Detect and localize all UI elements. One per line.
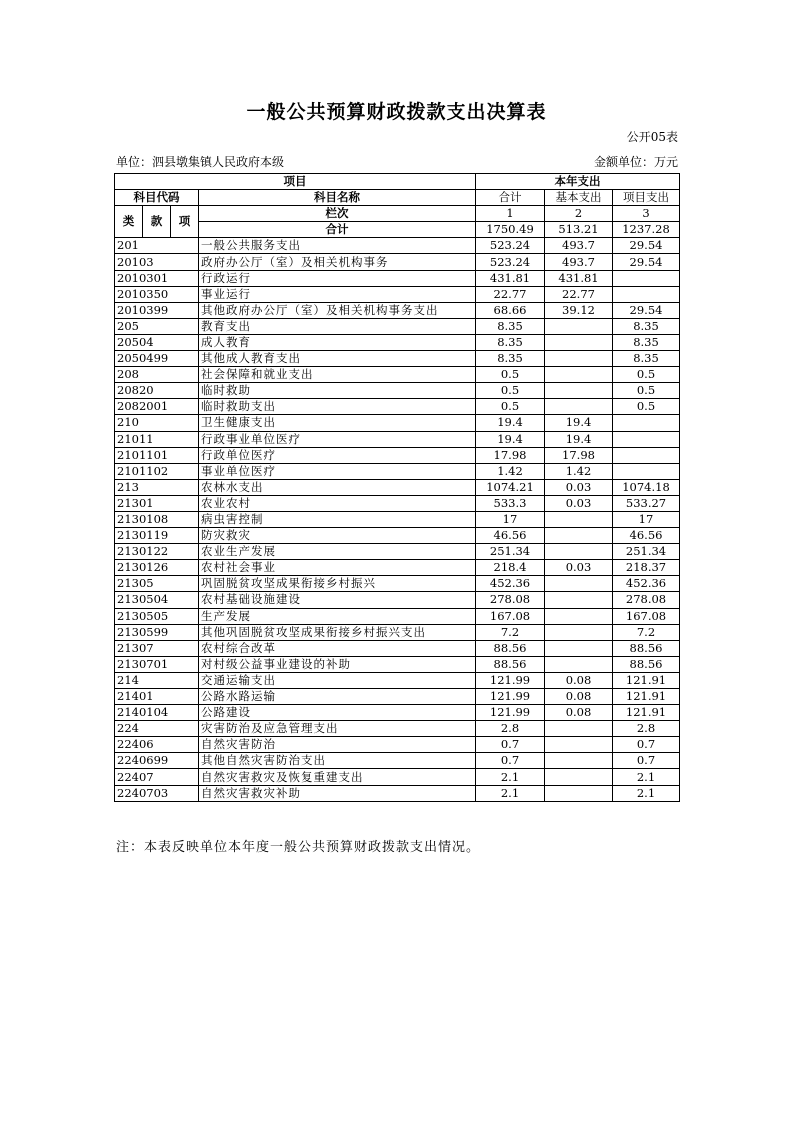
row-code: 2130126	[115, 560, 199, 576]
row-code: 2010350	[115, 286, 199, 302]
row-name: 灾害防治及应急管理支出	[199, 721, 476, 737]
row-basic: 0.03	[545, 479, 613, 495]
table-row	[115, 672, 680, 688]
table-row	[115, 689, 680, 705]
row-basic	[545, 334, 613, 350]
row-basic: 1.42	[545, 463, 613, 479]
row-project: 0.7	[613, 753, 680, 769]
row-project	[613, 286, 680, 302]
row-project: 88.56	[613, 640, 680, 656]
row-code: 22406	[115, 737, 199, 753]
row-code: 2130108	[115, 511, 199, 527]
row-project: 29.54	[613, 254, 680, 270]
header-project: 项目	[115, 174, 476, 190]
row-total: 278.08	[476, 592, 545, 608]
row-basic: 493.7	[545, 254, 613, 270]
row-name: 卫生健康支出	[199, 415, 476, 431]
row-name: 农村社会事业	[199, 560, 476, 576]
table-row	[115, 351, 680, 367]
row-basic	[545, 528, 613, 544]
row-name: 农业农村	[199, 495, 476, 511]
row-code: 208	[115, 367, 199, 383]
row-total: 1.42	[476, 463, 545, 479]
header-col2: 2	[545, 206, 613, 222]
table-row	[115, 270, 680, 286]
table-row	[115, 367, 680, 383]
row-total: 7.2	[476, 624, 545, 640]
row-basic	[545, 640, 613, 656]
row-basic	[545, 318, 613, 334]
row-name: 生产发展	[199, 608, 476, 624]
row-name: 公路建设	[199, 705, 476, 721]
row-basic	[545, 785, 613, 801]
table-row	[115, 544, 680, 560]
row-name: 成人教育	[199, 334, 476, 350]
table-row	[115, 463, 680, 479]
row-project: 2.1	[613, 785, 680, 801]
row-basic: 19.4	[545, 415, 613, 431]
row-total: 19.4	[476, 415, 545, 431]
row-name: 对村级公益事业建设的补助	[199, 656, 476, 672]
row-project: 2.1	[613, 769, 680, 785]
row-total: 431.81	[476, 270, 545, 286]
header-row-1	[115, 174, 680, 190]
row-code: 2101102	[115, 463, 199, 479]
row-name: 公路水路运输	[199, 689, 476, 705]
sum-project: 1237.28	[613, 222, 680, 238]
row-basic: 493.7	[545, 238, 613, 254]
table-row	[115, 737, 680, 753]
table-row	[115, 495, 680, 511]
row-total: 8.35	[476, 318, 545, 334]
row-code: 2130504	[115, 592, 199, 608]
row-total: 251.34	[476, 544, 545, 560]
table-body	[115, 174, 680, 802]
row-basic	[545, 624, 613, 640]
table-row	[115, 608, 680, 624]
table-row	[115, 576, 680, 592]
row-code: 21305	[115, 576, 199, 592]
row-project: 0.7	[613, 737, 680, 753]
row-code: 20504	[115, 334, 199, 350]
sum-total: 1750.49	[476, 222, 545, 238]
row-name: 其他成人教育支出	[199, 351, 476, 367]
unit-label: 单位：泗县墩集镇人民政府本级	[116, 155, 285, 169]
row-name: 临时救助支出	[199, 399, 476, 415]
row-code: 2130122	[115, 544, 199, 560]
row-name: 其他巩固脱贫攻坚成果衔接乡村振兴支出	[199, 624, 476, 640]
row-name: 巩固脱贫攻坚成果衔接乡村振兴	[199, 576, 476, 592]
row-total: 88.56	[476, 640, 545, 656]
row-project: 0.5	[613, 399, 680, 415]
table-row	[115, 785, 680, 801]
row-name: 事业单位医疗	[199, 463, 476, 479]
row-project: 0.5	[613, 367, 680, 383]
row-total: 0.5	[476, 367, 545, 383]
table-row	[115, 753, 680, 769]
row-name: 社会保障和就业支出	[199, 367, 476, 383]
row-total: 2.1	[476, 769, 545, 785]
row-total: 17	[476, 511, 545, 527]
table-row	[115, 399, 680, 415]
row-project	[613, 431, 680, 447]
row-total: 2.8	[476, 721, 545, 737]
row-project: 8.35	[613, 351, 680, 367]
table-row	[115, 592, 680, 608]
header-current-year: 本年支出	[476, 174, 680, 190]
row-name: 其他政府办公厅（室）及相关机构事务支出	[199, 302, 476, 318]
row-basic: 19.4	[545, 431, 613, 447]
row-basic	[545, 656, 613, 672]
row-basic	[545, 544, 613, 560]
row-total: 0.5	[476, 399, 545, 415]
row-name: 农林水支出	[199, 479, 476, 495]
row-project: 8.35	[613, 318, 680, 334]
table-row	[115, 447, 680, 463]
row-project: 2.8	[613, 721, 680, 737]
row-project: 167.08	[613, 608, 680, 624]
sum-row	[115, 222, 680, 238]
row-basic	[545, 737, 613, 753]
row-name: 交通运输支出	[199, 672, 476, 688]
row-name: 自然灾害防治	[199, 737, 476, 753]
table-row	[115, 238, 680, 254]
row-code: 22407	[115, 769, 199, 785]
table-row	[115, 560, 680, 576]
table-row	[115, 511, 680, 527]
row-basic: 17.98	[545, 447, 613, 463]
row-project: 7.2	[613, 624, 680, 640]
row-total: 167.08	[476, 608, 545, 624]
money-unit-label: 金额单位：万元	[593, 155, 678, 169]
row-code: 2130599	[115, 624, 199, 640]
page-title: 一般公共预算财政拨款支出决算表	[246, 101, 547, 123]
row-total: 0.5	[476, 383, 545, 399]
table-row	[115, 431, 680, 447]
row-total: 2.1	[476, 785, 545, 801]
row-project: 29.54	[613, 238, 680, 254]
row-basic: 22.77	[545, 286, 613, 302]
row-code: 20103	[115, 254, 199, 270]
row-project: 218.37	[613, 560, 680, 576]
row-code: 201	[115, 238, 199, 254]
row-total: 17.98	[476, 447, 545, 463]
row-total: 68.66	[476, 302, 545, 318]
row-name: 其他自然灾害防治支出	[199, 753, 476, 769]
row-code: 2101101	[115, 447, 199, 463]
row-name: 一般公共服务支出	[199, 238, 476, 254]
row-basic	[545, 511, 613, 527]
row-name: 防灾救灾	[199, 528, 476, 544]
row-basic	[545, 399, 613, 415]
header-column-no: 栏次	[199, 206, 476, 222]
row-basic	[545, 383, 613, 399]
row-code: 2240703	[115, 785, 199, 801]
row-code: 210	[115, 415, 199, 431]
row-basic	[545, 592, 613, 608]
row-project: 1074.18	[613, 479, 680, 495]
row-total: 533.3	[476, 495, 545, 511]
row-basic: 431.81	[545, 270, 613, 286]
sum-basic: 513.21	[545, 222, 613, 238]
row-code: 224	[115, 721, 199, 737]
row-code: 2240699	[115, 753, 199, 769]
row-name: 行政单位医疗	[199, 447, 476, 463]
row-code: 214	[115, 672, 199, 688]
header-col3: 3	[613, 206, 680, 222]
row-total: 22.77	[476, 286, 545, 302]
row-total: 121.99	[476, 672, 545, 688]
row-code: 213	[115, 479, 199, 495]
header-col1: 1	[476, 206, 545, 222]
row-total: 218.4	[476, 560, 545, 576]
row-project	[613, 415, 680, 431]
row-project	[613, 463, 680, 479]
row-basic: 39.12	[545, 302, 613, 318]
row-total: 8.35	[476, 334, 545, 350]
header-subject-code: 科目代码	[115, 190, 199, 206]
row-project: 0.5	[613, 383, 680, 399]
table-row	[115, 383, 680, 399]
table-row	[115, 705, 680, 721]
row-code: 2130505	[115, 608, 199, 624]
table-row	[115, 769, 680, 785]
row-name: 教育支出	[199, 318, 476, 334]
row-basic: 0.03	[545, 495, 613, 511]
row-project	[613, 447, 680, 463]
row-code: 21011	[115, 431, 199, 447]
table-row	[115, 286, 680, 302]
row-code: 2050499	[115, 351, 199, 367]
row-total: 121.99	[476, 689, 545, 705]
form-code: 公开05表	[626, 130, 678, 144]
row-name: 病虫害控制	[199, 511, 476, 527]
header-xiang: 项	[171, 206, 199, 238]
row-project: 17	[613, 511, 680, 527]
row-name: 事业运行	[199, 286, 476, 302]
row-project: 46.56	[613, 528, 680, 544]
row-total: 452.36	[476, 576, 545, 592]
header-basic: 基本支出	[545, 190, 613, 206]
row-project: 121.91	[613, 689, 680, 705]
row-basic	[545, 351, 613, 367]
row-total: 8.35	[476, 351, 545, 367]
table-row	[115, 415, 680, 431]
row-basic	[545, 753, 613, 769]
row-project: 121.91	[613, 672, 680, 688]
header-row-2	[115, 190, 680, 206]
row-name: 自然灾害救灾补助	[199, 785, 476, 801]
row-code: 2130119	[115, 528, 199, 544]
row-code: 21307	[115, 640, 199, 656]
row-total: 121.99	[476, 705, 545, 721]
header-row-3	[115, 206, 680, 222]
row-basic: 0.08	[545, 705, 613, 721]
row-code: 2082001	[115, 399, 199, 415]
row-project: 121.91	[613, 705, 680, 721]
row-project: 533.27	[613, 495, 680, 511]
table-row	[115, 254, 680, 270]
row-code: 21301	[115, 495, 199, 511]
row-code: 2010399	[115, 302, 199, 318]
header-subject-name: 科目名称	[199, 190, 476, 206]
row-name: 行政事业单位医疗	[199, 431, 476, 447]
row-basic	[545, 769, 613, 785]
row-total: 46.56	[476, 528, 545, 544]
row-project: 251.34	[613, 544, 680, 560]
row-basic: 0.03	[545, 560, 613, 576]
row-project: 29.54	[613, 302, 680, 318]
row-name: 政府办公厅（室）及相关机构事务	[199, 254, 476, 270]
expenditure-table	[114, 173, 680, 802]
table-row	[115, 528, 680, 544]
row-name: 农村基础设施建设	[199, 592, 476, 608]
row-project: 88.56	[613, 656, 680, 672]
row-project: 8.35	[613, 334, 680, 350]
row-project	[613, 270, 680, 286]
row-name: 农村综合改革	[199, 640, 476, 656]
row-name: 行政运行	[199, 270, 476, 286]
header-total: 合计	[476, 190, 545, 206]
table-row	[115, 318, 680, 334]
header-project-exp: 项目支出	[613, 190, 680, 206]
row-total: 88.56	[476, 656, 545, 672]
row-code: 205	[115, 318, 199, 334]
row-total: 523.24	[476, 254, 545, 270]
row-total: 0.7	[476, 737, 545, 753]
row-basic: 0.08	[545, 689, 613, 705]
table-row	[115, 334, 680, 350]
row-code: 2130701	[115, 656, 199, 672]
row-project: 452.36	[613, 576, 680, 592]
row-total: 1074.21	[476, 479, 545, 495]
table-row	[115, 640, 680, 656]
row-name: 临时救助	[199, 383, 476, 399]
row-code: 2140104	[115, 705, 199, 721]
table-row	[115, 479, 680, 495]
row-total: 0.7	[476, 753, 545, 769]
row-code: 20820	[115, 383, 199, 399]
row-basic	[545, 608, 613, 624]
row-code: 21401	[115, 689, 199, 705]
table-row	[115, 656, 680, 672]
row-total: 19.4	[476, 431, 545, 447]
row-name: 农业生产发展	[199, 544, 476, 560]
row-code: 2010301	[115, 270, 199, 286]
row-basic	[545, 367, 613, 383]
table-row	[115, 721, 680, 737]
row-name: 自然灾害救灾及恢复重建支出	[199, 769, 476, 785]
sum-label: 合计	[199, 222, 476, 238]
table-row	[115, 302, 680, 318]
row-project: 278.08	[613, 592, 680, 608]
table-row	[115, 624, 680, 640]
row-basic: 0.08	[545, 672, 613, 688]
row-basic	[545, 721, 613, 737]
header-kuan: 款	[143, 206, 171, 238]
row-basic	[545, 576, 613, 592]
footnote: 注：本表反映单位本年度一般公共预算财政拨款支出情况。	[116, 840, 481, 855]
header-lei: 类	[115, 206, 143, 238]
row-total: 523.24	[476, 238, 545, 254]
